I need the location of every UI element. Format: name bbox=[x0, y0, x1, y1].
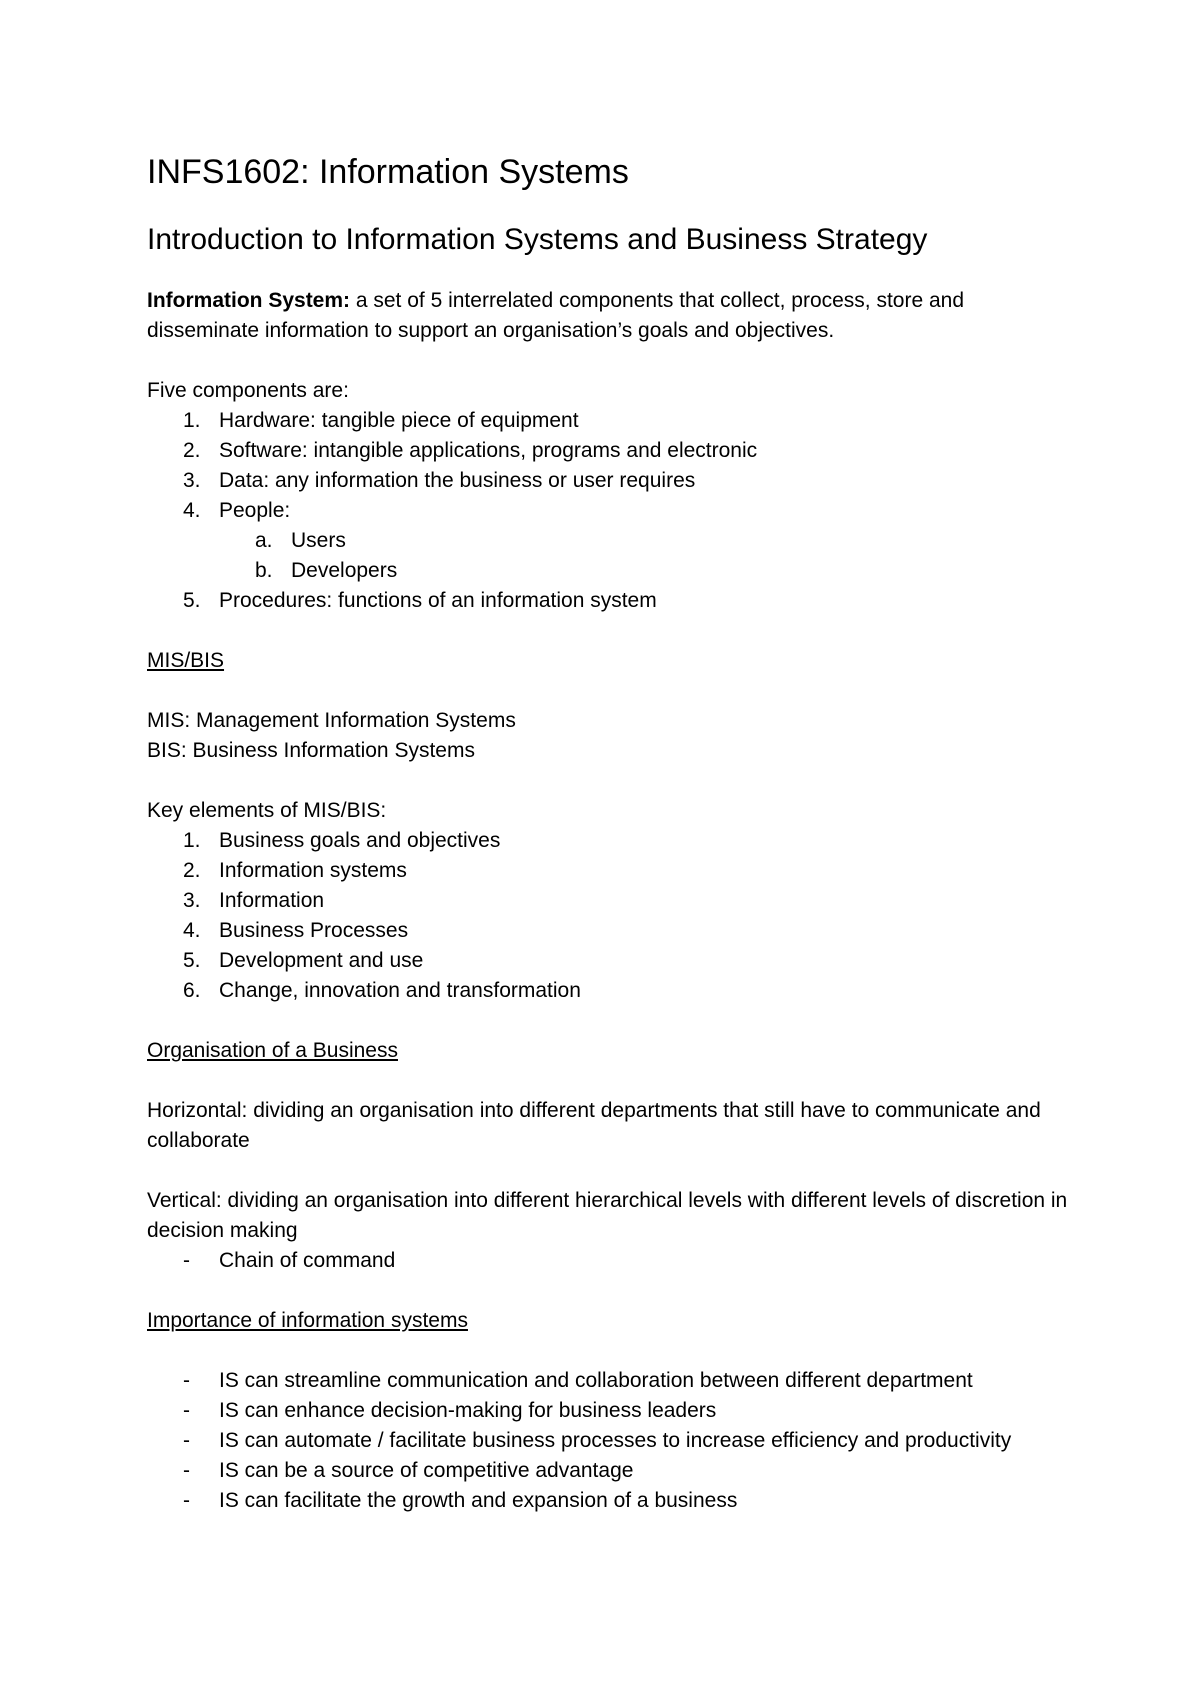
list-item: - IS can streamline communication and collaboration between different department bbox=[183, 1369, 973, 1392]
document-subtitle: Introduction to Information Systems and Business Strategy bbox=[147, 223, 928, 256]
list-item: 2. Software: intangible applications, programs and electronic bbox=[183, 439, 758, 462]
vertical-bullets bbox=[147, 1246, 1077, 1276]
list-item: 3. Data: any information the business or user requires bbox=[183, 469, 696, 492]
list-item: - IS can be a source of competitive advantage bbox=[183, 1459, 634, 1482]
list-item: 4. People: bbox=[183, 499, 291, 522]
list-item: 1. Hardware: tangible piece of equipment bbox=[183, 409, 579, 432]
sub-list-item: b. Developers bbox=[255, 559, 398, 582]
definition-text: a set of 5 interrelated components that collect, process, store and disseminate information to support an organisation’s goals and objectives. bbox=[147, 289, 965, 342]
list-item: - IS can automate / facilitate business processes to increase efficiency and productivity bbox=[183, 1429, 1012, 1452]
list-item: - IS can enhance decision-making for business leaders bbox=[183, 1399, 717, 1422]
list-item: 1. Business goals and objectives bbox=[183, 829, 501, 852]
section-heading-misbis: MIS/BIS bbox=[147, 649, 225, 672]
list-item: - IS can facilitate the growth and expansion of a business bbox=[183, 1489, 738, 1512]
importance-list bbox=[147, 1366, 1077, 1516]
section-heading-importance: Importance of information systems bbox=[147, 1309, 468, 1332]
list-item: 6. Change, innovation and transformation bbox=[183, 979, 581, 1002]
list-item: 5. Development and use bbox=[183, 949, 424, 972]
list-item: 3. Information bbox=[183, 889, 325, 912]
bis-definition: BIS: Business Information Systems bbox=[147, 739, 475, 762]
section-heading-organisation: Organisation of a Business bbox=[147, 1039, 398, 1062]
key-elements-intro: Key elements of MIS/BIS: bbox=[147, 799, 387, 822]
components-list bbox=[147, 406, 1077, 616]
horizontal-paragraph: Horizontal: dividing an organisation into different departments that still have to communicate and collaborate bbox=[147, 1099, 1041, 1152]
definition-term: Information System: bbox=[147, 289, 351, 312]
vertical-paragraph: Vertical: dividing an organisation into different hierarchical levels with different levels of discretion in decision making bbox=[147, 1189, 1068, 1242]
list-item: - Chain of command bbox=[183, 1249, 396, 1272]
list-item: 4. Business Processes bbox=[183, 919, 409, 942]
components-intro: Five components are: bbox=[147, 379, 349, 402]
sub-list-item: a. Users bbox=[255, 529, 346, 552]
document-page bbox=[147, 150, 1077, 1516]
list-item: 2. Information systems bbox=[183, 859, 407, 882]
document-title: INFS1602: Information Systems bbox=[147, 153, 629, 191]
key-elements-list bbox=[147, 826, 1077, 1006]
mis-definition: MIS: Management Information Systems bbox=[147, 709, 516, 732]
definition-paragraph bbox=[147, 286, 1077, 346]
list-item: 5. Procedures: functions of an information system bbox=[183, 589, 657, 612]
